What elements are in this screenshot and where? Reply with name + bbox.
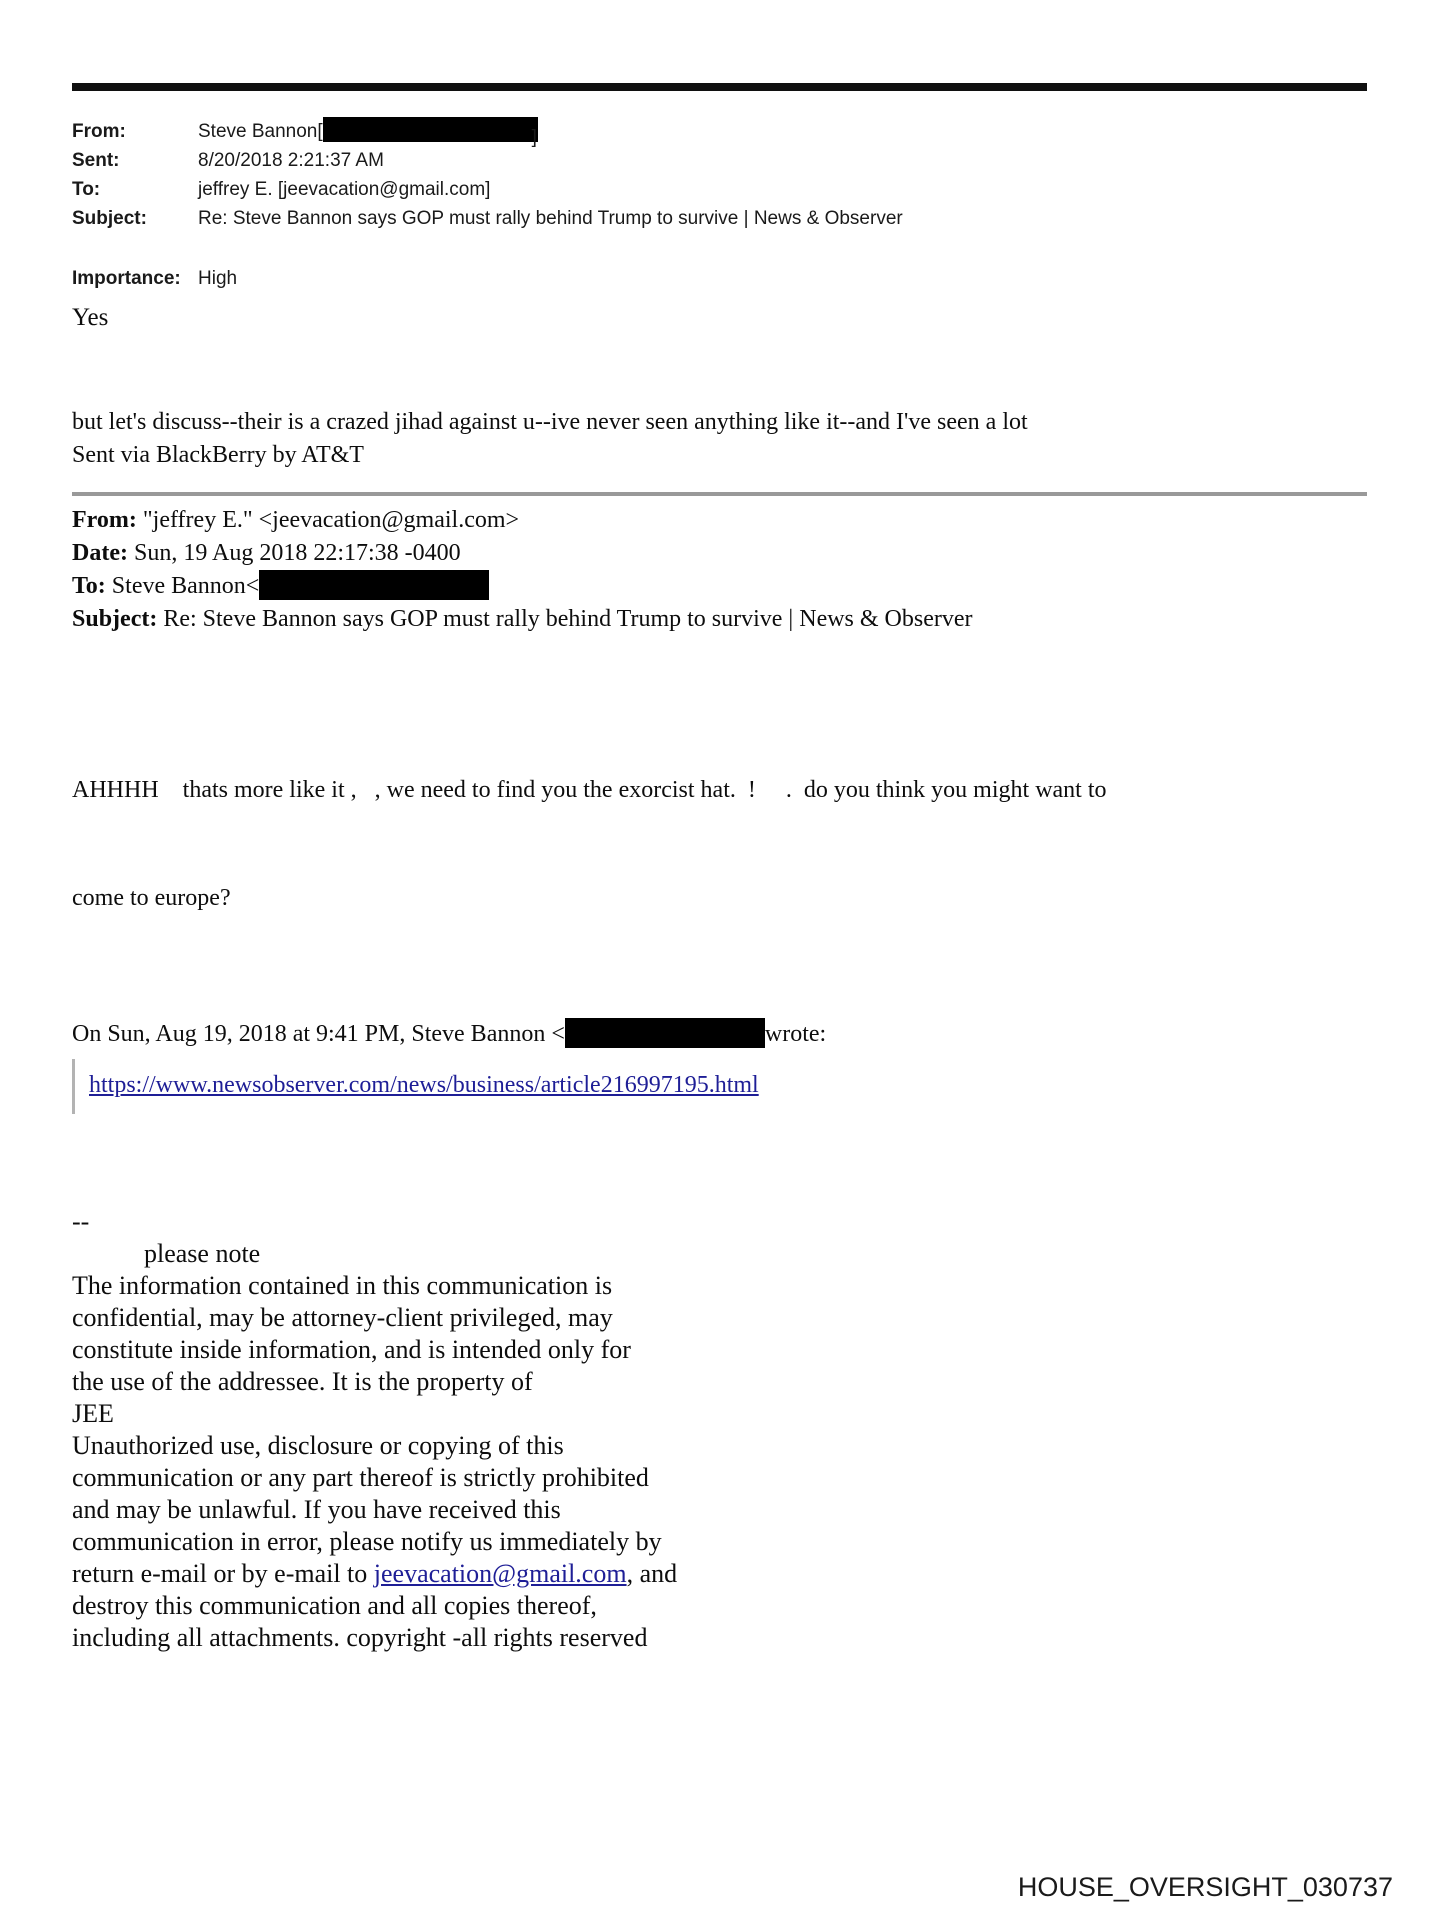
email-metadata-header bbox=[72, 117, 1367, 293]
from-label: From: bbox=[72, 121, 126, 142]
meta-row-importance bbox=[72, 264, 1367, 293]
to-label: To: bbox=[72, 179, 101, 200]
disclaimer-line: Unauthorized use, disclosure or copying of this bbox=[72, 1431, 564, 1460]
disclaimer-email-before: return e-mail or by e-mail to bbox=[72, 1559, 374, 1588]
quoted-date-row bbox=[72, 537, 1367, 570]
disclaimer-email-line bbox=[72, 1558, 1367, 1590]
from-value bbox=[198, 117, 537, 146]
bates-number: HOUSE_OVERSIGHT_030737 bbox=[1017, 1872, 1393, 1902]
disclaimer-email-link[interactable]: jeevacation@gmail.com bbox=[373, 1559, 627, 1588]
quoted-to-row bbox=[72, 570, 1367, 603]
quoted-from-label: From: bbox=[72, 507, 137, 533]
from-value-bracket: ] bbox=[531, 127, 537, 148]
meta-row-subject bbox=[72, 204, 1367, 233]
sent-via-line: Sent via BlackBerry by AT&T bbox=[72, 442, 364, 468]
disclaimer-line: including all attachments. copyright -all rights reserved bbox=[72, 1623, 648, 1652]
quoted-message-text bbox=[72, 700, 1367, 988]
redaction-bar-quoted-to bbox=[259, 570, 489, 600]
quoted-from-value: "jeffrey E." <jeevacation@gmail.com> bbox=[142, 507, 520, 533]
disclaimer-line: and may be unlawful. If you have received this bbox=[72, 1495, 561, 1524]
disclaimer-email-after: , and bbox=[626, 1559, 678, 1588]
quoted-message-separator bbox=[72, 492, 1367, 496]
disclaimer-line: communication or any part thereof is strictly prohibited bbox=[72, 1463, 649, 1492]
disclaimer-line: JEE bbox=[72, 1399, 114, 1428]
disclaimer-line: The information contained in this communication is bbox=[72, 1271, 613, 1300]
signature-note: please note bbox=[144, 1239, 261, 1268]
meta-row-sent bbox=[72, 146, 1367, 175]
reply-paragraph-line1: but let's discuss--their is a crazed jihad against u--ive never seen anything like it--and I've seen a lot bbox=[72, 409, 1028, 435]
disclaimer-line: confidential, may be attorney-client privileged, may bbox=[72, 1303, 613, 1332]
page-content bbox=[0, 83, 1453, 1654]
signature-disclaimer bbox=[72, 1206, 1367, 1654]
from-value-text: Steve Bannon[ bbox=[198, 121, 323, 142]
quoted-to-label: To: bbox=[72, 573, 106, 599]
reply-paragraph bbox=[72, 406, 1367, 472]
disclaimer-line: communication in error, please notify us immediately by bbox=[72, 1527, 662, 1556]
quoted-message-line1: AHHHH thats more like it , , we need to find you the exorcist hat. ! . do you think you might want to bbox=[72, 777, 1107, 803]
quoted-subject-value: Re: Steve Bannon says GOP must rally behind Trump to survive | News & Observer bbox=[163, 606, 973, 632]
article-link[interactable]: https://www.newsobserver.com/news/business/article216997195.html bbox=[89, 1072, 759, 1098]
quoted-subject-row bbox=[72, 603, 1367, 636]
sent-label: Sent: bbox=[72, 150, 120, 171]
quoted-date-value: Sun, 19 Aug 2018 22:17:38 -0400 bbox=[133, 540, 461, 566]
subject-label: Subject: bbox=[72, 208, 147, 229]
subject-value: Re: Steve Bannon says GOP must rally behind Trump to survive | News & Observer bbox=[198, 208, 903, 229]
quote-attribution-line bbox=[72, 1018, 1367, 1051]
quoted-subject-label: Subject: bbox=[72, 606, 158, 632]
redaction-bar-attribution bbox=[565, 1018, 765, 1048]
disclaimer-line: the use of the addressee. It is the property of bbox=[72, 1367, 533, 1396]
quoted-message-line2: come to europe? bbox=[72, 885, 231, 911]
attribution-suffix: wrote: bbox=[764, 1021, 827, 1047]
disclaimer-line: destroy this communication and all copies thereof, bbox=[72, 1591, 597, 1620]
reply-text: Yes bbox=[72, 304, 109, 331]
quoted-from-row bbox=[72, 504, 1367, 537]
quoted-email-header bbox=[72, 504, 1367, 636]
quoted-link-block bbox=[72, 1059, 809, 1114]
meta-row-to bbox=[72, 175, 1367, 204]
signature-divider: -- bbox=[72, 1207, 90, 1236]
quoted-date-label: Date: bbox=[72, 540, 128, 566]
importance-label: Importance: bbox=[72, 268, 181, 289]
sent-value: 8/20/2018 2:21:37 AM bbox=[198, 150, 384, 171]
importance-value: High bbox=[198, 268, 238, 289]
disclaimer-line: constitute inside information, and is intended only for bbox=[72, 1335, 631, 1364]
meta-row-from bbox=[72, 117, 1367, 146]
quoted-to-value: Steve Bannon< bbox=[111, 573, 260, 599]
attribution-prefix: On Sun, Aug 19, 2018 at 9:41 PM, Steve Bannon < bbox=[72, 1021, 565, 1047]
to-value: jeffrey E. [jeevacation@gmail.com] bbox=[198, 179, 491, 200]
redaction-bar-from bbox=[323, 117, 538, 142]
top-divider-rule bbox=[72, 83, 1367, 91]
